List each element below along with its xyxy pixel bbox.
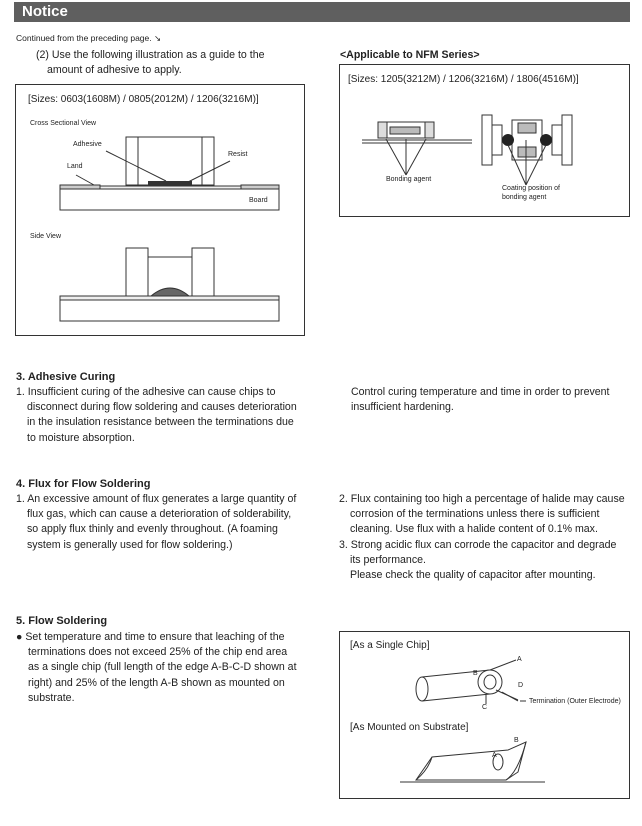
section-4-right: 2. Flux containing too high a percentage of halide may cause corrosion of the terminations unless there is sufficient cleaning. Use flux with a halide content of 0.1% max. 3. Strong acidic flux can corrode the capacitor and degrade its performance. Please check the quality of capacitor after mounting. <box>339 493 625 582</box>
nfm-diagram <box>340 65 629 216</box>
side-view-label: Side View <box>30 233 62 240</box>
single-chip-label: [As a Single Chip] <box>350 640 430 651</box>
section-5-heading: 5. Flow Soldering <box>16 615 108 627</box>
flow-soldering-diagram <box>340 632 629 798</box>
notice-header <box>14 2 630 22</box>
continued-note: Continued from the preceding page. ↘ <box>16 33 162 43</box>
nfm-sizes: [Sizes: 1205(3212M) / 1206(3216M) / 1806(4516M)] <box>348 74 579 85</box>
adhesive-label: Adhesive <box>73 141 102 148</box>
adhesive-diagram <box>16 85 304 335</box>
section-4-left: 1. An excessive amount of flux generates a large quantity of flux gas, which can cause a deterioration of solderability, so apply flux thinly and evenly throughout. (A foaming system is generally used for flow soldering.) <box>16 493 297 551</box>
label-b: B <box>473 670 478 677</box>
header-title: Notice <box>22 3 68 20</box>
item2-text: (2) Use the following illustration as a guide to the amount of adhesive to apply. <box>36 49 265 77</box>
nfm-heading: <Applicable to NFM Series> <box>340 49 480 61</box>
label-a: A <box>517 656 522 663</box>
bullet-icon: ● <box>16 631 23 643</box>
section-3-heading: 3. Adhesive Curing <box>16 371 116 383</box>
nfm-figure-box <box>339 64 630 217</box>
termination-label: Termination (Outer Electrode) <box>529 698 621 705</box>
label-b-mounted: B <box>514 737 519 744</box>
flow-soldering-figure-box <box>339 631 630 799</box>
label-c: C <box>482 704 488 711</box>
section-3-left: 1. Insufficient curing of the adhesive can cause chips to disconnect during flow soldering and causes deterioration in the insulation resistance between the terminations due to moisture absorption. <box>16 386 297 444</box>
nfm-coating-label-2: bonding agent <box>502 194 547 201</box>
mounted-label: [As Mounted on Substrate] <box>350 722 469 733</box>
left-sizes: [Sizes: 0603(1608M) / 0805(2012M) / 1206(3216M)] <box>28 94 259 105</box>
section-5-text: ● Set temperature and time to ensure that leaching of the terminations does not exceed 25% of the chip end area as a single chip (full length of the edge A-B-C-D shown at right) and 25% of the length A-B shown as mounted on substrate. <box>16 631 297 704</box>
arrow-down-right-icon: ↘ <box>154 33 162 43</box>
cross-section-label: Cross Sectional View <box>30 120 97 127</box>
section-3-right: Control curing temperature and time in order to prevent insufficient hardening. <box>351 386 610 414</box>
board-label: Board <box>249 197 268 204</box>
resist-label: Resist <box>228 151 248 158</box>
label-a-mounted: A <box>492 752 497 759</box>
adhesive-figure-box <box>15 84 305 336</box>
nfm-bonding-label: Bonding agent <box>386 176 432 183</box>
land-label: Land <box>67 163 83 170</box>
nfm-coating-label-1: Coating position of <box>502 185 560 192</box>
section-4-heading: 4. Flux for Flow Soldering <box>16 478 151 490</box>
label-d: D <box>518 682 524 689</box>
